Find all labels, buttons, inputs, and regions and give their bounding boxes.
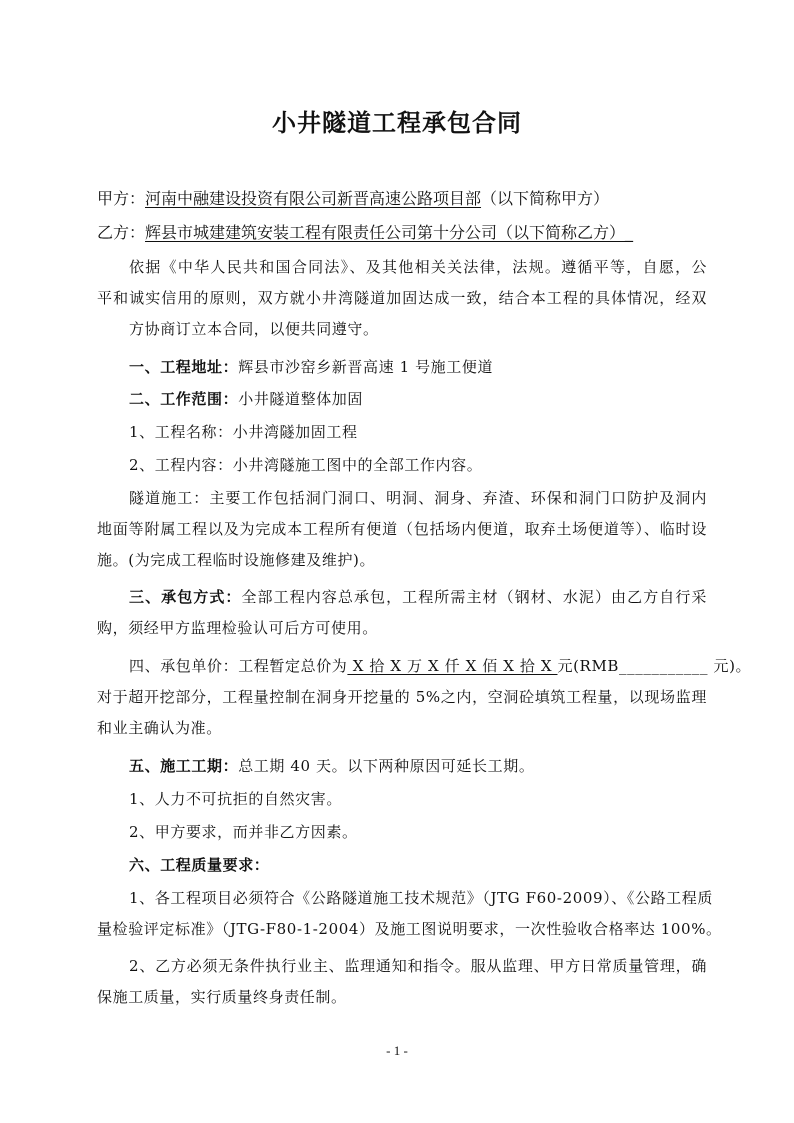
section-1-text: 辉县市沙窑乡新晋高速 1 号施工便道 [238,358,494,376]
party-a-name: 河南中融建设投资有限公司新晋高速公路项目部 [145,189,482,208]
section-2-item-1: 1、工程名称：小井湾隧加固工程 [129,423,358,441]
section-4-line-2: 对于超开挖部分，工程量控制在洞身开挖量的 5%之内，空洞砼填筑工程量，以现场监理 [97,688,707,706]
section-2-heading: 二、工作范围： [129,390,239,408]
party-a [97,186,609,209]
section-4-lead: 四、承包单价：工程暂定总价为 [129,657,348,675]
rmb-blank: ___________ [619,657,709,675]
section-3-line-1: 全部工程内容总承包，工程所需主材（钢材、水泥）由乙方自行采 [241,588,707,606]
section-5-item-2: 2、甲方要求，而并非乙方因素。 [129,823,358,841]
section-5-item-1: 1、人力不可抗拒的自然灾害。 [129,790,342,808]
total-price-unit: 元(RMB [557,657,620,675]
party-a-suffix: （以下简称甲方） [481,189,610,208]
document-title: 小井隧道工程承包合同 [272,109,522,137]
tunnel-line-3: 施。(为完成工程临时设施修建及维护)。 [97,551,376,569]
total-price-amount: X 拾 X 万 X 仟 X 佰 X 拾 X [347,657,558,675]
party-b [97,220,633,243]
section-5 [97,755,739,776]
section-4 [97,655,752,676]
section-1-heading: 一、工程地址： [129,358,239,376]
section-2 [97,388,739,409]
section-2-item-2: 2、工程内容：小井湾隧施工图中的全部工作内容。 [129,456,483,474]
party-b-suffix: _ [625,223,634,242]
section-5-text: 总工期 40 天。以下两种原因可延长工期。 [238,757,535,775]
tunnel-line-1: 隧道施工：主要工作包括洞门洞口、明洞、洞身、弃渣、环保和洞门口防护及洞内 [129,489,707,507]
section-3-heading: 三、承包方式： [129,588,242,606]
section-6-p2-line-2: 保施工质量，实行质量终身责任制。 [97,988,347,1006]
preamble-line-3: 方协商订立本合同，以便共同遵守。 [129,320,379,338]
section-3-line-2: 购，须经甲方监理检验认可后方可使用。 [97,619,378,637]
section-4-close: 元)。 [708,657,752,675]
preamble-line-1: 依据《中华人民共和国合同法》、及其他相关关法律，法规。遵循平等，自愿，公 [129,258,707,276]
preamble-line-2: 平和诚实信用的原则，双方就小井湾隧道加固达成一致，结合本工程的具体情况，经双 [97,289,707,307]
party-a-label: 甲方： [97,189,146,208]
section-6-p2-line-1: 2、乙方必须无条件执行业主、监理通知和指令。服从监理、甲方日常质量管理，确 [129,957,707,975]
party-b-name: 辉县市城建建筑安装工程有限责任公司第十分公司（以下简称乙方） [145,223,626,242]
section-6-p1-line-2: 量检验评定标准》（JTG-F80-1-2004）及施工图说明要求，一次性验收合格率达 100%。 [97,920,722,938]
party-b-label: 乙方： [97,223,146,242]
section-4-line-3: 和业主确认为准。 [97,719,222,737]
tunnel-line-2: 地面等附属工程以及为完成本工程所有便道（包括场内便道，取弃土场便道等）、临时设 [97,520,707,538]
page-number: - 1 - [386,1043,408,1058]
section-6-p1-line-1: 1、各工程项目必须符合《公路隧道施工技术规范》（JTG F60-2009）、《公路工程质 [129,889,713,907]
section-1 [97,356,739,377]
section-5-heading: 五、施工工期： [129,757,239,775]
section-3 [97,586,707,607]
section-6-heading: 六、工程质量要求： [129,856,270,874]
section-2-text: 小井隧道整体加固 [238,390,364,408]
